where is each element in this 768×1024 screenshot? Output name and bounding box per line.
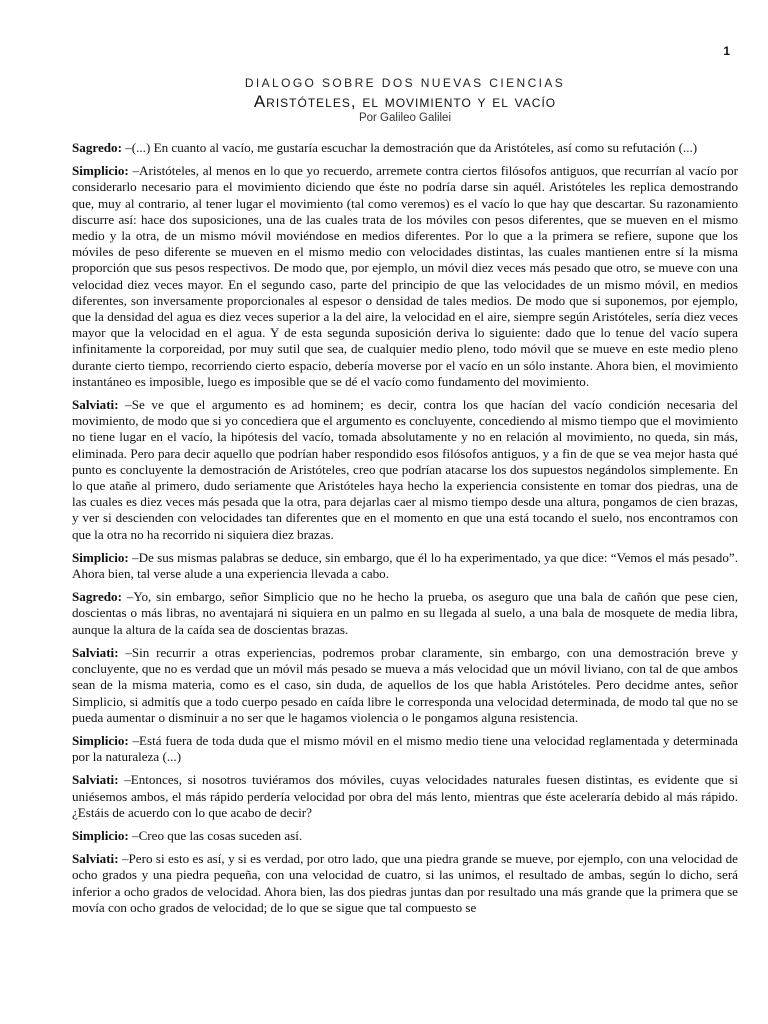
dialogue-paragraph [72,163,738,390]
speaker-name: Salviati: [72,772,119,788]
paragraph-text: –(...) En cuanto al vacío, me gustaría escuchar la demostración que da Aristóteles, así como su refutación (...) [121,140,698,155]
paragraph-text: –De sus mismas palabras se deduce, sin embargo, que él lo ha experimentado, ya que dice: “Vemos el más pesado”. Ahora bien, tal verse alude a una experiencia llevada a cabo. [72,549,738,582]
speaker-name: Simplicio: [72,163,129,179]
dialogue-paragraph [72,589,738,638]
dialogue-body [72,140,738,916]
speaker-name: Salviati: [72,851,119,867]
paragraph-text: –Sin recurrir a otras experiencias, podremos probar claramente, sin embargo, con una demostración breve y concluyente, que no es verdad que un móvil más pesado se mueva a más velocidad que un móvil liviano, con tal de que ambos sean de la misma materia, como es el caso, sin duda, de aquellos de los que habla Aristóteles. Pero decidme antes, señor Simplicio, si admitís que a todo cuerpo pesado en caída libre le corresponda una velocidad determinada, de modo tal que no se pueda aumentar o disminuir a no ser que le hagamos violencia o le pongamos alguna resistencia. [72,644,738,725]
paragraph-text: –Pero si esto es así, y si es verdad, por otro lado, que una piedra grande se mueve, por ejemplo, con una velocidad de ocho grados y una piedra pequeña, con una velocidad de cuatro, si las unimos, el resultado de ambas, según lo dicho, será inferior a ocho grados de velocidad. Ahora bien, las dos piedras juntas dan por resultado una más grande que la primera que se movía con ocho grados de velocidad; de lo que se sigue que tal compuesto se [72,851,738,915]
series-title: DIALOGO SOBRE DOS NUEVAS CIENCIAS [244,76,566,90]
dialogue-paragraph [72,550,738,582]
page-number: 1 [723,44,730,58]
paragraph-text: –Creo que las cosas suceden así. [128,827,303,843]
paragraph-text: –Se ve que el argumento es ad hominem; es decir, contra los que hacían del vacío condición necesaria del movimiento, de modo que si yo concediera que el argumento es concluyente, concediendo al mismo tiempo que el movimiento no tiene lugar en el vacío, la hipótesis del vacío, tomada absolutamente y no en relación al movimiento, no queda, sin más, eliminada. Pero para decir aquello que podrían haber respondido esos filósofos antiguos, y a fin de que se vea mejor hasta qué punto es concluyente la demostración de Aristóteles, creo que podrían atacarse los dos supuestos negándolos simplemente. En lo que atañe al primero, dudo seriamente que Aristóteles haya hecho la experiencia consistente en tomar dos piedras, una de las cuales es diez veces más pesada que la otra, para dejarlas caer al mismo tiempo desde una altura, pongamos de cien brazas, y ver si descienden con velocidades tan diferentes que en el momento en que una está tocando el suelo, nos encontramos con que la otra no ha recorrido ni siquiera diez brazas. [72,397,738,542]
dialogue-paragraph [72,851,738,916]
dialogue-paragraph [72,828,738,844]
speaker-name: Simplicio: [72,732,129,748]
speaker-name: Sagredo: [72,589,122,605]
dialogue-paragraph [72,397,738,543]
dialogue-paragraph [72,772,738,821]
paragraph-text: –Entonces, si nosotros tuviéramos dos móviles, cuyas velocidades naturales fuesen distintas, es evidente que si uniésemos ambos, el más rápido perdería velocidad por obra del más lento, mientras que éste aceleraría debido al más rápido. ¿Estáis de acuerdo con lo que acabo de decir? [72,772,738,820]
dialogue-paragraph [72,140,738,156]
dialogue-paragraph [72,733,738,765]
document-header [72,0,738,124]
speaker-name: Sagredo: [72,140,122,155]
speaker-name: Simplicio: [72,827,129,843]
dialogue-paragraph [72,645,738,726]
speaker-name: Salviati: [72,397,119,413]
paragraph-text: –Yo, sin embargo, señor Simplicio que no he hecho la prueba, os aseguro que una bala de cañón que pese cien, doscientas o más libras, no aventajará ni siquiera en un palmo en su llegada al suelo, a una bala de mosquete de media libra, aunque la altura de la caída sea de doscientas brazas. [72,589,738,637]
author-line: Por Galileo Galilei [358,112,452,124]
paragraph-text: –Está fuera de toda duda que el mismo móvil en el mismo medio tiene una velocidad reglamentada y determinada por la naturaleza (...) [72,732,738,765]
speaker-name: Salviati: [72,644,119,660]
speaker-name: Simplicio: [72,549,129,565]
article-title: Aristóteles, el movimiento y el vacío [253,92,557,111]
paragraph-text: –Aristóteles, al menos en lo que yo recuerdo, arremete contra ciertos filósofos antiguos, que recurrían al vacío por considerarlo necesario para el movimiento diciendo que éste no podría darse sin aquél. Aristóteles les replica demostrando que, muy al contrario, al tener lugar el movimiento (tal como veremos) es el vacío lo que hay que descartar. Su razonamiento discurre así: hace dos suposiciones, una de las cuales trata de los móviles con pesos diferentes, que se mueven en el mismo medio y la otra, de un mismo móvil moviéndose en medios diferentes. Por lo que a la primera se refiere, supone que los móviles de peso diferente se mueven en el mismo medio con velocidades distintas, las cuales mantienen entre sí la misma proporción que sus pesos respectivos. De modo que, por ejemplo, un móvil diez veces más pesado que otro, se mueve con una velocidad diez veces mayor. En el segundo caso, parte del principio de que las velocidades de un mismo móvil, en medios diferentes, son inversamente proporcionales al espesor o densidad de tales medios. De modo que si suponemos, por ejemplo, que la densidad del agua es diez veces superior a la del aire, la velocidad en el aire, siempre según Aristóteles, sería diez veces mayor que la velocidad en el agua. Y de esta segunda suposición deriva lo siguiente: dado que lo tenue del vacío supera infinitamente la corporeidad, por muy sutil que sea, de cualquier medio pleno, todo móvil que se mueve en este medio pleno durante cierto tiempo, recorriendo cierto espacio, debería moverse por el vacío en un sólo instante. Ahora bien, el movimiento instantáneo es imposible, luego es imposible que se dé el vacío como fundamento del movimiento. [72,163,738,389]
